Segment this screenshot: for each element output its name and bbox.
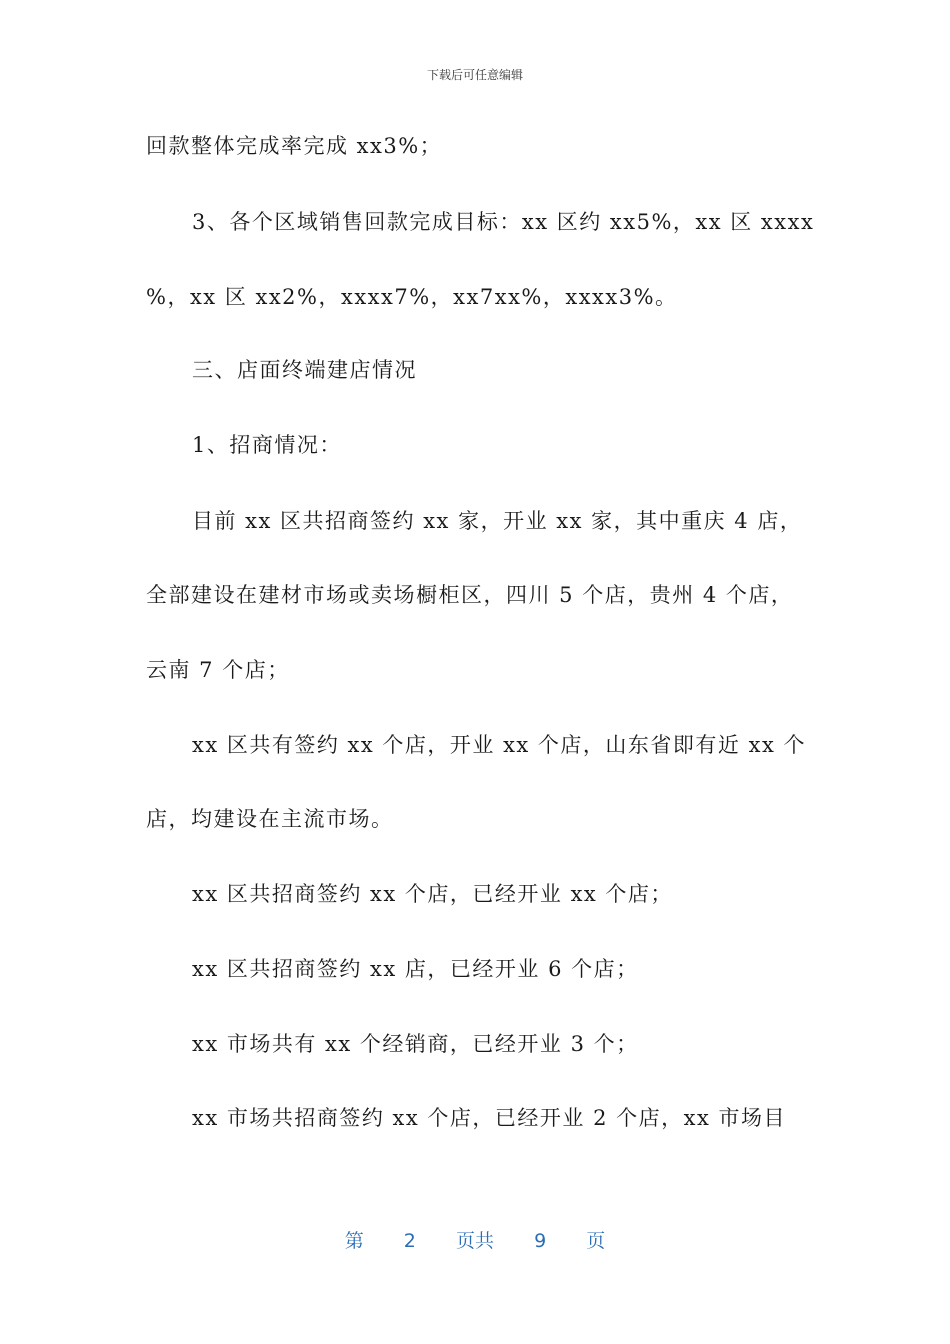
page-total: 9 (534, 1230, 547, 1252)
paragraph-line: xx 区共招商签约 xx 个店，已经开业 xx 个店； (192, 882, 673, 906)
page-end-label: 页 (586, 1230, 606, 1252)
paragraph-line: 店，均建设在主流市场。 (146, 807, 394, 831)
paragraph-line: xx 市场共招商签约 xx 个店，已经开业 2 个店，xx 市场目 (192, 1106, 786, 1130)
paragraph-line: %，xx 区 xx2%，xxxx7%，xx7xx%，xxxx3%。 (146, 285, 678, 309)
paragraph-line: xx 区共招商签约 xx 店，已经开业 6 个店； (192, 957, 639, 981)
section-heading: 三、店面终端建店情况 (192, 358, 417, 382)
page-header: 下载后可任意编辑 (426, 68, 523, 82)
paragraph-line: 全部建设在建材市场或卖场橱柜区，四川 5 个店，贵州 4 个店， (146, 583, 794, 607)
page-label: 第 (344, 1230, 364, 1252)
page-current: 2 (403, 1230, 416, 1252)
page-footer (0, 1226, 950, 1253)
paragraph-line: 目前 xx 区共招商签约 xx 家，开业 xx 家，其中重庆 4 店， (192, 509, 803, 533)
paragraph-line: xx 市场共有 xx 个经销商，已经开业 3 个； (192, 1032, 639, 1056)
paragraph-line: 云南 7 个店； (146, 658, 290, 682)
paragraph-line: xx 区共有签约 xx 个店，开业 xx 个店，山东省即有近 xx 个 (192, 733, 806, 757)
subsection-heading: 1、招商情况： (192, 433, 342, 457)
paragraph-line: 回款整体完成率完成 xx3%； (146, 134, 443, 158)
paragraph-line: 3、各个区域销售回款完成目标：xx 区约 xx5%，xx 区 xxxx (192, 210, 815, 234)
page-mid-label: 页共 (455, 1230, 494, 1252)
